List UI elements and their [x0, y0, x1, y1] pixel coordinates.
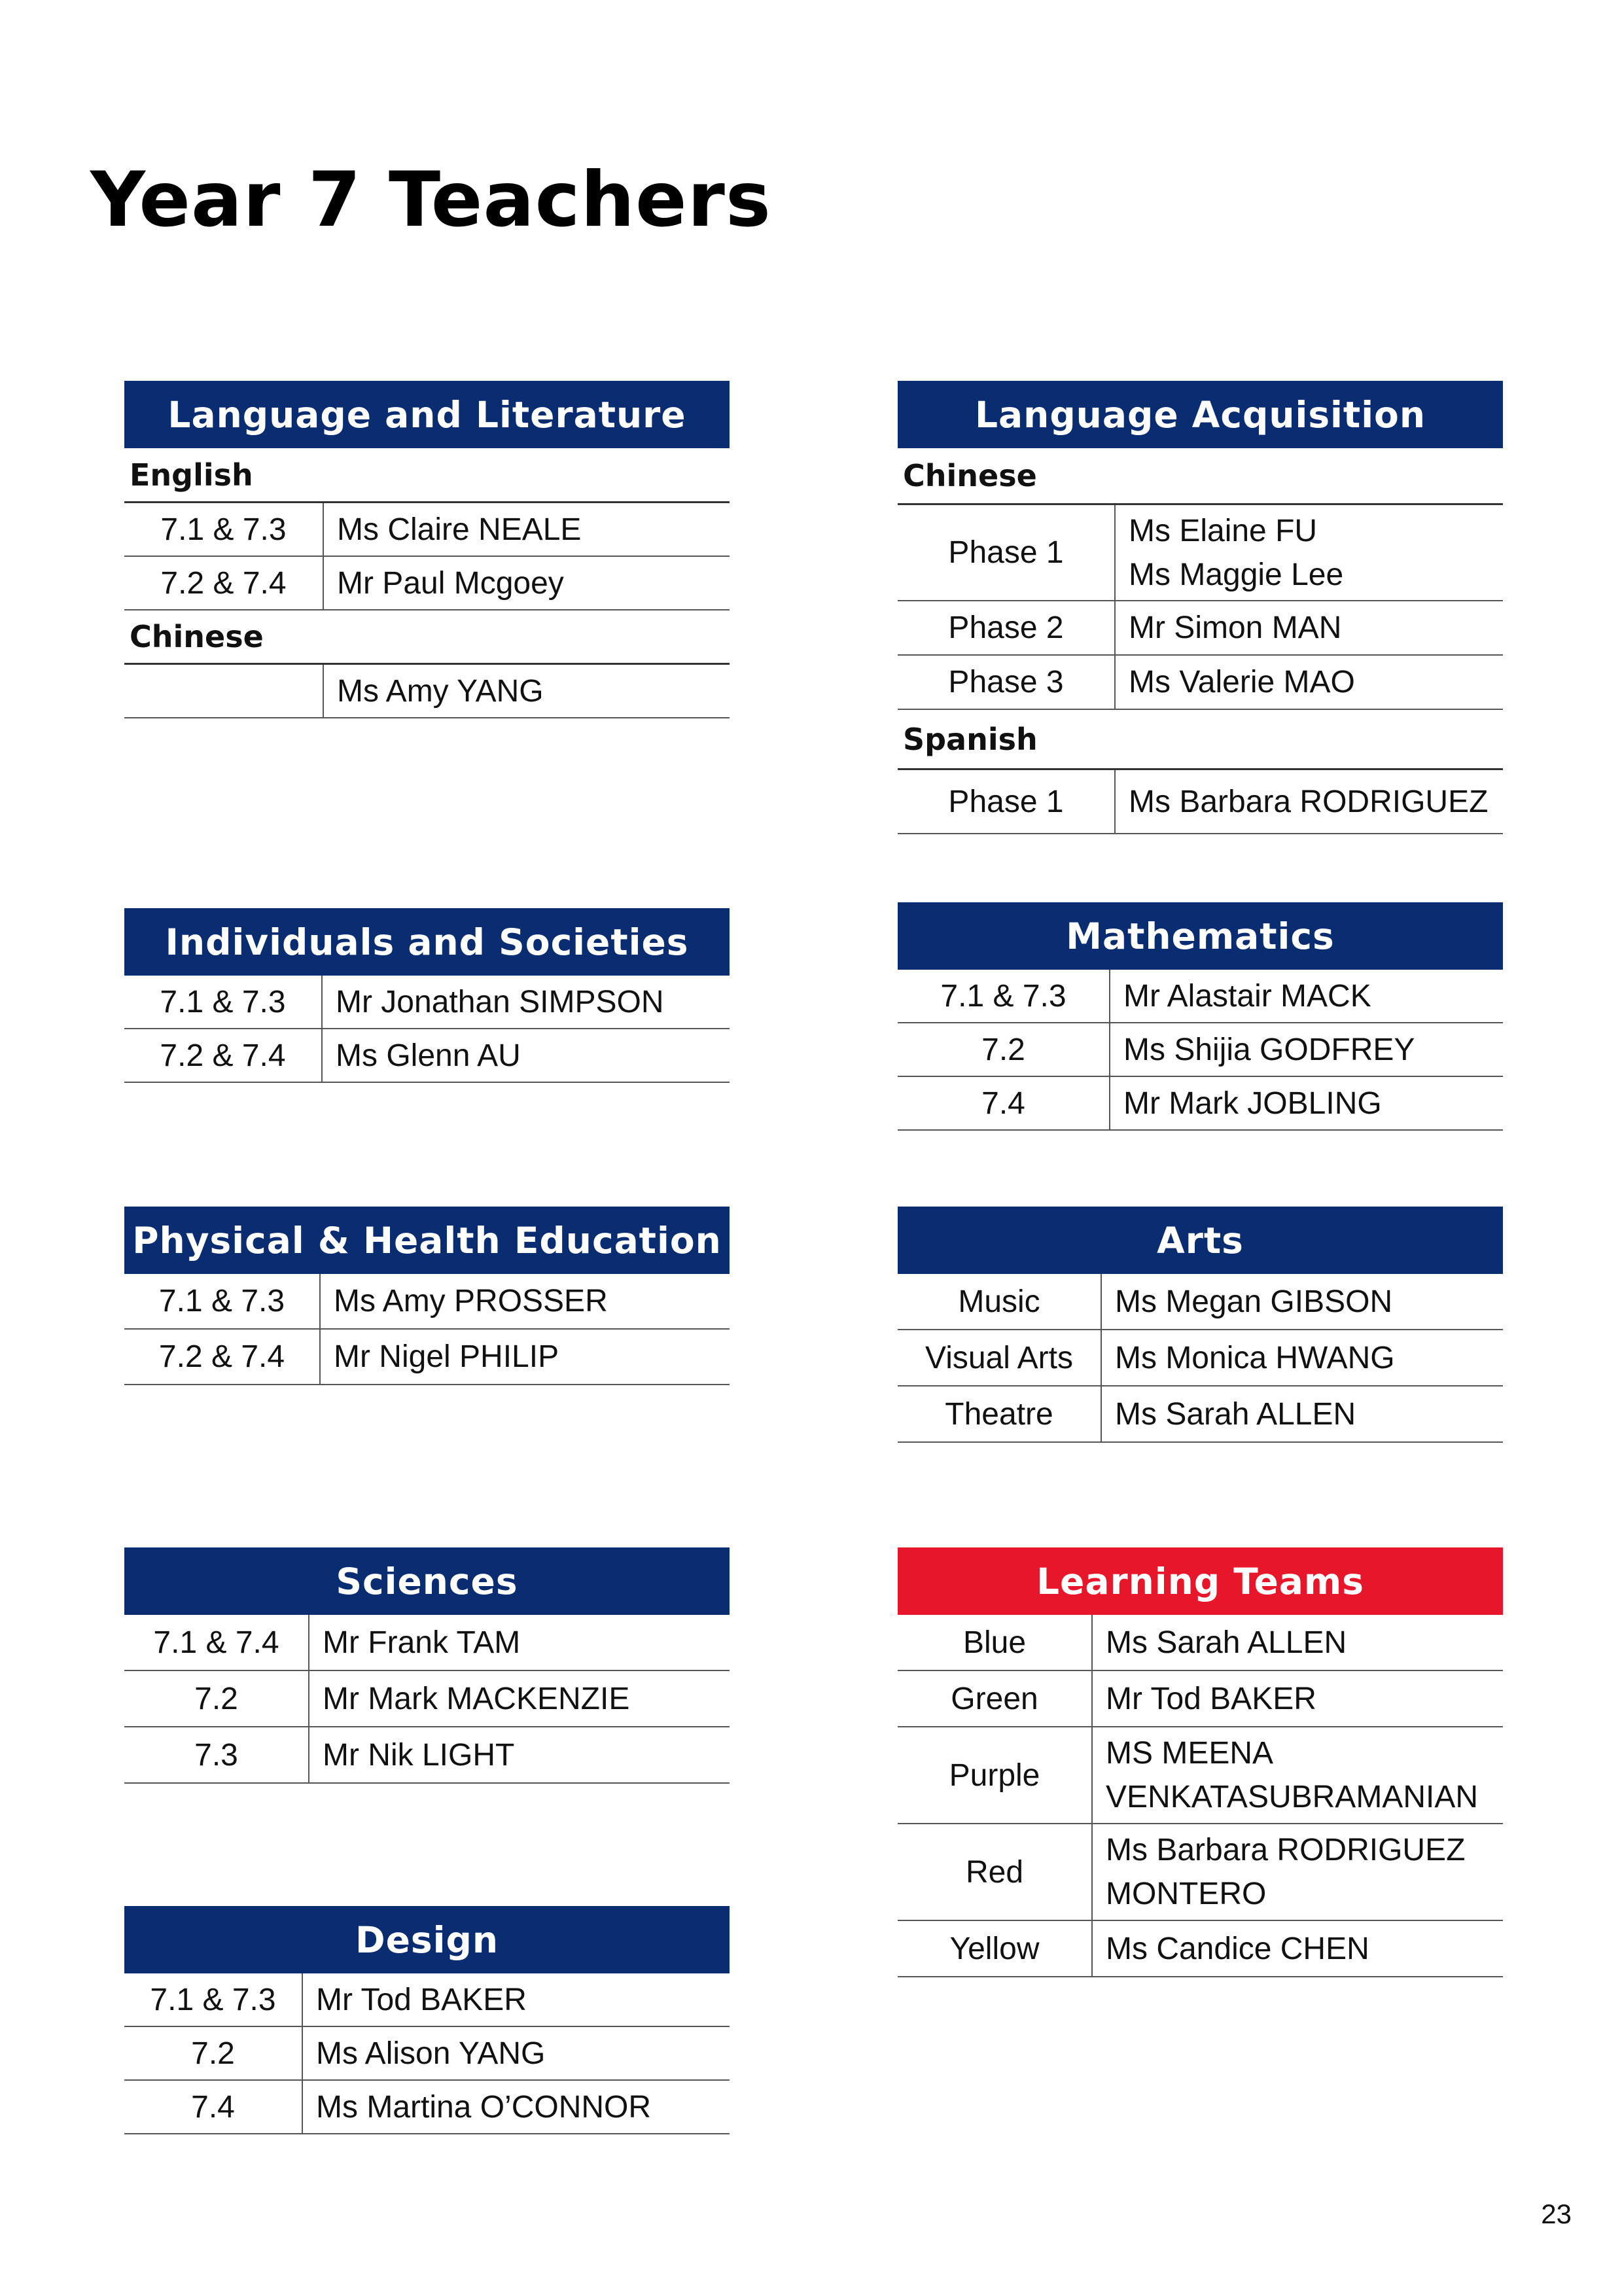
sciences-header: Sciences — [124, 1547, 730, 1615]
teacher-cell — [1116, 656, 1503, 709]
language-acquisition-table — [898, 381, 1503, 834]
language-acquisition-header: Language Acquisition — [898, 381, 1503, 448]
teacher-cell: Ms Amy YANG — [337, 673, 544, 709]
table-row — [898, 601, 1503, 656]
design-table — [124, 1906, 730, 2134]
class-cell: 7.1 & 7.3 — [898, 970, 1110, 1022]
class-cell: 7.1 & 7.3 — [124, 976, 323, 1028]
teacher-cell: Ms Martina O’CONNOR — [316, 2089, 652, 2125]
teacher-cell: Mr Mark JOBLING — [1123, 1086, 1382, 1121]
table-row — [124, 2081, 730, 2134]
class-cell: 7.2 & 7.4 — [124, 1029, 323, 1082]
teacher-cell: Mr Paul Mcgoey — [337, 565, 564, 601]
phase-cell: Phase 2 — [898, 601, 1116, 654]
spanish-subheader: Spanish — [898, 710, 1503, 770]
table-row — [898, 1671, 1503, 1727]
individuals-societies-table — [124, 908, 730, 1083]
table-row — [124, 1671, 730, 1727]
teacher-cell — [1093, 1671, 1503, 1726]
class-cell: 7.1 & 7.3 — [124, 1274, 321, 1328]
table-row — [124, 976, 730, 1029]
teacher-name: VENKATASUBRAMANIAN — [1106, 1780, 1478, 1814]
mathematics-table — [898, 902, 1503, 1131]
class-cell: 7.2 — [124, 2027, 303, 2079]
teacher-cell: Ms Shijia GODFREY — [1123, 1032, 1415, 1067]
teacher-cell: Ms Amy PROSSER — [334, 1284, 608, 1318]
table-row — [124, 503, 730, 557]
teacher-name: Ms Sarah ALLEN — [1106, 1625, 1347, 1660]
team-cell: Red — [898, 1824, 1093, 1920]
class-cell: 7.1 & 7.3 — [124, 503, 324, 556]
table-row — [124, 1274, 730, 1330]
teacher-name: Ms Barbara RODRIGUEZ — [1129, 784, 1489, 819]
teacher-cell — [1116, 770, 1503, 833]
class-cell: 7.2 — [124, 1671, 309, 1726]
table-row — [898, 970, 1503, 1023]
table-row — [898, 505, 1503, 601]
teacher-cell: Mr Nik LIGHT — [323, 1737, 515, 1773]
table-row — [124, 1727, 730, 1784]
page-number: 23 — [1541, 2199, 1572, 2229]
learning-teams-table — [898, 1547, 1503, 1977]
teacher-cell: Ms Claire NEALE — [337, 512, 582, 547]
english-subheader: English — [124, 448, 730, 503]
class-cell: 7.3 — [124, 1727, 309, 1782]
teacher-cell: Mr Frank TAM — [323, 1625, 521, 1660]
class-cell: 7.2 & 7.4 — [124, 1330, 321, 1384]
table-row — [124, 1330, 730, 1385]
table-row — [898, 1727, 1503, 1824]
teacher-name: Mr Tod BAKER — [1106, 1681, 1316, 1716]
teacher-cell: Mr Tod BAKER — [316, 1982, 527, 2017]
class-cell: 7.2 & 7.4 — [124, 557, 324, 609]
teacher-name: Ms Elaine FU — [1129, 513, 1318, 548]
language-literature-table — [124, 381, 730, 718]
teacher-cell: Ms Monica HWANG — [1115, 1340, 1395, 1375]
class-cell: 7.4 — [124, 2081, 303, 2133]
teacher-cell — [1093, 1824, 1503, 1920]
table-row — [898, 770, 1503, 834]
teacher-cell: Ms Megan GIBSON — [1115, 1284, 1393, 1319]
teacher-name: Ms Barbara RODRIGUEZ — [1106, 1833, 1466, 1867]
teacher-cell — [1116, 505, 1503, 600]
table-row — [124, 2027, 730, 2081]
table-row — [124, 665, 730, 718]
teacher-cell — [1093, 1921, 1503, 1976]
table-row — [124, 1615, 730, 1671]
arts-table — [898, 1207, 1503, 1443]
class-cell: 7.2 — [898, 1023, 1110, 1076]
table-row — [898, 1386, 1503, 1443]
sciences-table — [124, 1547, 730, 1784]
team-cell: Purple — [898, 1727, 1093, 1823]
table-row — [124, 1029, 730, 1083]
design-header: Design — [124, 1906, 730, 1973]
teacher-name: Ms Maggie Lee — [1129, 557, 1344, 592]
table-row — [124, 1973, 730, 2027]
teacher-cell: Mr Nigel PHILIP — [334, 1339, 559, 1374]
table-row — [898, 1330, 1503, 1386]
phase-cell: Phase 3 — [898, 656, 1116, 709]
teacher-cell: Mr Jonathan SIMPSON — [336, 984, 664, 1019]
teacher-cell — [1116, 601, 1503, 654]
table-row — [124, 557, 730, 610]
teacher-name: MS MEENA — [1106, 1736, 1274, 1771]
subject-cell: Theatre — [898, 1386, 1102, 1441]
team-cell: Blue — [898, 1615, 1093, 1670]
team-cell: Yellow — [898, 1921, 1093, 1976]
teacher-cell: Mr Alastair MACK — [1123, 978, 1371, 1014]
teacher-name: Ms Valerie MAO — [1129, 665, 1355, 699]
teacher-cell: Mr Mark MACKENZIE — [323, 1681, 630, 1716]
teacher-cell: Ms Alison YANG — [316, 2036, 546, 2071]
language-literature-header: Language and Literature — [124, 381, 730, 448]
chinese-subheader: Chinese — [898, 448, 1503, 505]
table-row — [898, 1824, 1503, 1921]
table-row — [898, 1023, 1503, 1077]
arts-header: Arts — [898, 1207, 1503, 1274]
team-cell: Green — [898, 1671, 1093, 1726]
chinese-subheader: Chinese — [124, 610, 730, 665]
subject-cell: Visual Arts — [898, 1330, 1102, 1385]
teacher-cell — [1093, 1727, 1503, 1823]
phase-cell: Phase 1 — [898, 505, 1116, 600]
teacher-cell: Ms Sarah ALLEN — [1115, 1396, 1356, 1432]
physical-health-education-header: Physical & Health Education — [124, 1207, 730, 1274]
table-row — [898, 1921, 1503, 1977]
class-cell — [124, 665, 324, 717]
class-cell: 7.1 & 7.3 — [124, 1973, 303, 2026]
teacher-name: Mr Simon MAN — [1129, 610, 1342, 645]
table-row — [898, 1615, 1503, 1671]
phase-cell: Phase 1 — [898, 770, 1116, 833]
teacher-name: MONTERO — [1106, 1877, 1267, 1911]
mathematics-header: Mathematics — [898, 902, 1503, 970]
table-row — [898, 656, 1503, 710]
teacher-name: Ms Candice CHEN — [1106, 1931, 1369, 1966]
physical-health-education-table — [124, 1207, 730, 1385]
page-title: Year 7 Teachers — [90, 156, 771, 244]
teacher-cell — [1093, 1615, 1503, 1670]
learning-teams-header: Learning Teams — [898, 1547, 1503, 1615]
teacher-cell: Ms Glenn AU — [336, 1038, 521, 1073]
subject-cell: Music — [898, 1274, 1102, 1329]
table-row — [898, 1274, 1503, 1330]
individuals-societies-header: Individuals and Societies — [124, 908, 730, 976]
table-row — [898, 1077, 1503, 1131]
class-cell: 7.4 — [898, 1077, 1110, 1129]
class-cell: 7.1 & 7.4 — [124, 1615, 309, 1670]
